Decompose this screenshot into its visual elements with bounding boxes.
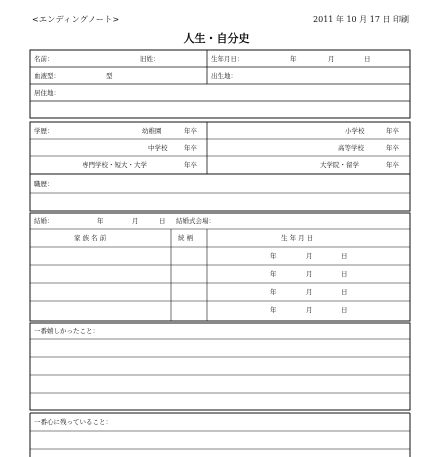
high-school-label: 高等学校 [338,144,364,152]
elementary-label: 小学校 [345,127,365,135]
birthdate-header: 生 年 月 日 [281,234,314,242]
marriage-label: 結婚： [34,217,54,225]
family-row-month: 月 [306,252,313,260]
family-row-day: 日 [341,270,348,278]
family-row-day: 日 [341,306,348,314]
high-school-graduated: 年卒 [386,144,399,152]
vocational-graduated: 年卒 [184,161,197,169]
graduate-abroad-label: 大学院・留学 [320,161,359,169]
marriage-month-unit: 月 [132,217,139,225]
birthdate-label: 生年月日： [211,55,244,63]
birthplace-label: 出生地： [211,72,237,80]
wedding-venue-label: 結婚式会場： [176,217,215,225]
education-label: 学歴： [34,127,54,135]
maiden-name-label: 旧姓： [140,55,160,63]
family-name-header: 家 族 名 前 [74,234,107,242]
residence-label: 居住地： [34,89,60,97]
kindergarten-graduated: 年卒 [184,127,197,135]
family-row-day: 日 [341,252,348,260]
graduate-abroad-graduated: 年卒 [386,161,399,169]
family-row-year: 年 [270,252,277,260]
career-label: 職歴： [34,180,54,188]
page-title: 人生・自分史 [183,32,250,45]
note-label: <エンディングノート> [32,15,120,24]
name-label: 名前： [34,55,54,63]
happiest-label: 一番嬉しかったこと： [34,327,99,335]
memorable-label: 一番心に残っていること： [34,418,112,426]
kindergarten-label: 幼稚園 [142,127,162,135]
birth-month-unit: 月 [328,55,335,63]
vocational-label: 専門学校・短大・大学 [82,161,147,169]
family-row-month: 月 [306,306,313,314]
junior-high-graduated: 年卒 [184,144,197,152]
family-row-year: 年 [270,288,277,296]
junior-high-label: 中学校 [148,144,168,152]
print-date: 2011 年 10 月 17 日 印刷 [313,15,409,24]
birth-year-unit: 年 [290,55,297,63]
marriage-year-unit: 年 [97,217,104,225]
birth-day-unit: 日 [364,55,371,63]
elementary-graduated: 年卒 [386,127,399,135]
blood-type-unit: 型 [106,72,113,80]
marriage-day-unit: 日 [159,217,166,225]
family-row-year: 年 [270,270,277,278]
relation-header: 続 柄 [178,234,194,242]
blood-type-label: 血液型： [34,72,60,80]
family-row-day: 日 [341,288,348,296]
family-row-year: 年 [270,306,277,314]
family-row-month: 月 [306,270,313,278]
family-row-month: 月 [306,288,313,296]
